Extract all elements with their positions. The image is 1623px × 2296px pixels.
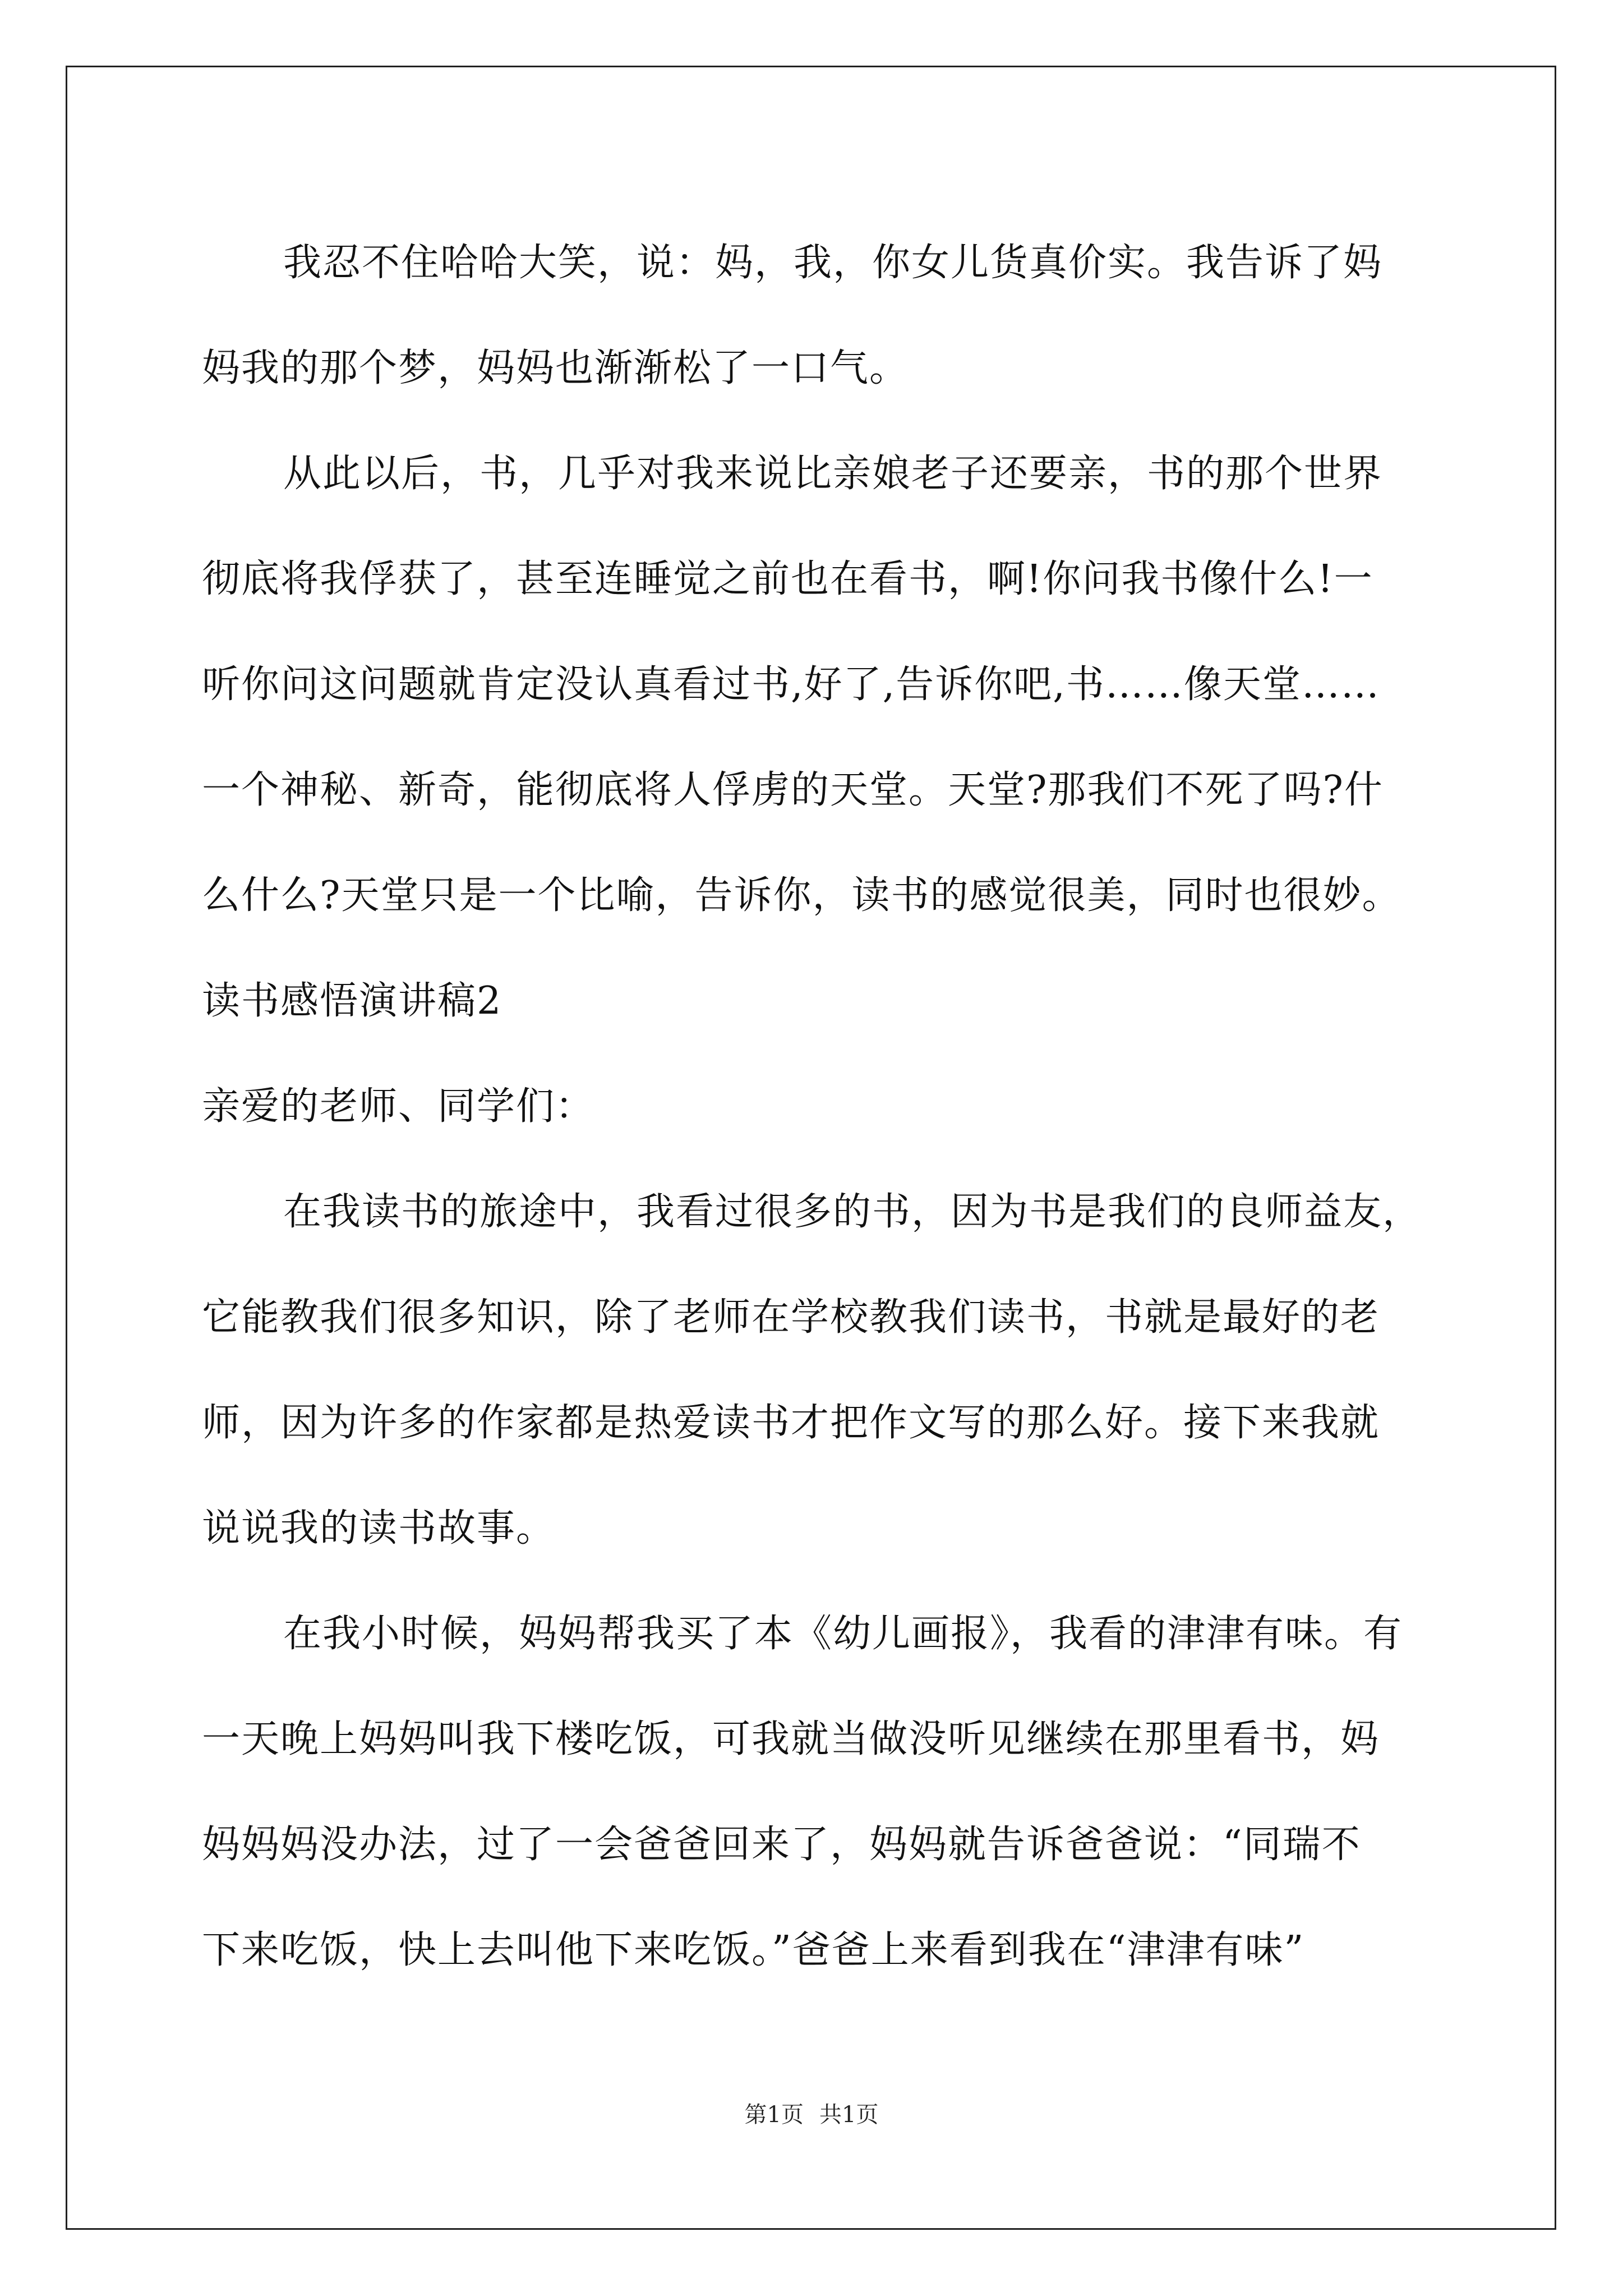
- text-line: 说说我的读书故事。: [202, 1506, 556, 1550]
- document-body: [202, 210, 1492, 2003]
- text-line: 一个神秘、新奇，能彻底将人俘虏的天堂。天堂?那我们不死了吗?什: [202, 768, 1384, 812]
- text-line: 一天晚上妈妈叫我下楼吃饭，可我就当做没听见继续在那里看书，妈: [202, 1717, 1380, 1761]
- text-line: 么什么?天堂只是一个比喻，告诉你，读书的感觉很美，同时也很妙。: [202, 873, 1401, 918]
- text-line: 它能教我们很多知识，除了老师在学校教我们读书，书就是最好的老: [202, 1295, 1380, 1340]
- page-total: 共1页: [819, 2102, 879, 2128]
- text-line: 从此以后，书，几乎对我来说比亲娘老子还要亲，书的那个世界: [283, 452, 1383, 496]
- text-line: 彻底将我俘获了，甚至连睡觉之前也在看书，啊!你问我书像什么!一: [202, 557, 1373, 601]
- text-line: 听你问这问题就肯定没认真看过书,好了,告诉你吧,书……像天堂……: [202, 662, 1380, 707]
- section-heading: 读书感悟演讲稿2: [202, 979, 502, 1023]
- text-line: 妈妈妈没办法，过了一会爸爸回来了，妈妈就告诉爸爸说：“同瑞不: [202, 1823, 1361, 1867]
- page-footer: [0, 2101, 1623, 2129]
- text-line: 在我小时候，妈妈帮我买了本《幼儿画报》，我看的津津有味。有: [283, 1612, 1403, 1656]
- text-line: 师，因为许多的作家都是热爱读书才把作文写的那么好。接下来我就: [202, 1401, 1380, 1445]
- salutation: 亲爱的老师、同学们：: [202, 1084, 595, 1129]
- text-line: 妈我的那个梦，妈妈也渐渐松了一口气。: [202, 346, 909, 390]
- text-line: 我忍不住哈哈大笑，说：妈，我，你女儿货真价实。我告诉了妈: [283, 241, 1383, 285]
- page-number: 第1页: [744, 2102, 804, 2128]
- text-line: 在我读书的旅途中，我看过很多的书，因为书是我们的良师益友，: [283, 1190, 1422, 1234]
- text-line: 下来吃饭，快上去叫他下来吃饭。”爸爸上来看到我在“津津有味”: [202, 1928, 1305, 1972]
